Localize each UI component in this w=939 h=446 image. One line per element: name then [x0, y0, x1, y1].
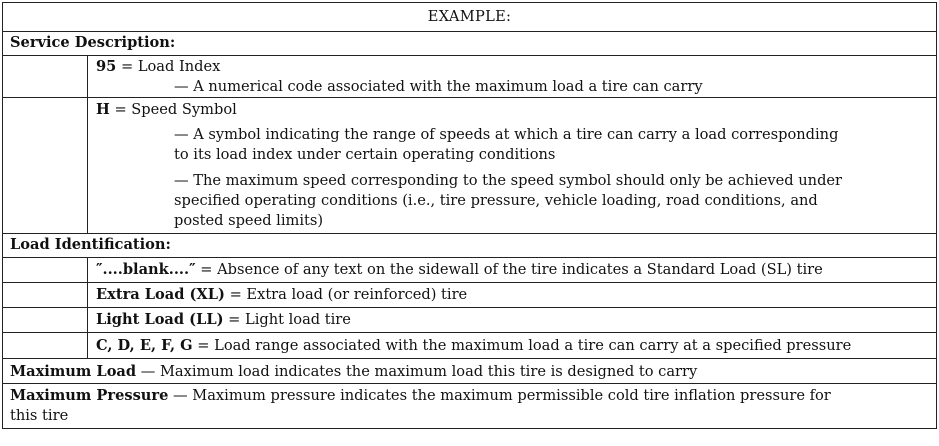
maximum-load-term: Maximum Load	[10, 363, 137, 380]
maximum-load-desc: — Maximum load indicates the maximum load this tire is designed to carry	[140, 363, 698, 380]
maximum-load-row	[2, 359, 937, 384]
extra-load-term: Extra Load (XL)	[96, 286, 225, 303]
standard-load-desc: = Absence of any text on the sidewall of the tire indicates a Standard Load (SL) tire	[200, 261, 823, 278]
standard-load-row	[2, 258, 937, 283]
load-index-term	[96, 57, 936, 77]
extra-load-desc: = Extra load (or reinforced) tire	[229, 286, 468, 303]
light-load-term: Light Load (LL)	[96, 311, 224, 328]
load-range-desc: = Load range associated with the maximum load a tire can carry at a specified pressure	[197, 337, 852, 354]
service-description-title: Service Description:	[10, 34, 176, 51]
load-index-block	[2, 56, 937, 98]
speed-symbol-desc-1: — A symbol indicating the range of speeds at which a tire can carry a load corresponding to its load index under certain operating conditions	[174, 126, 839, 163]
standard-load-term: ″....blank....″	[96, 261, 196, 278]
maximum-pressure-desc-1: — Maximum pressure indicates the maximum permissible cold tire inflation pressure for	[173, 387, 831, 404]
maximum-pressure-desc-2: this tire	[10, 407, 69, 424]
light-load-desc: = Light load tire	[228, 311, 351, 328]
load-identification-title: Load Identification:	[10, 236, 171, 253]
load-index-label: = Load Index	[120, 58, 221, 75]
tire-info-table	[2, 2, 937, 429]
speed-symbol-block	[2, 98, 937, 234]
load-identification-heading	[2, 234, 937, 258]
speed-symbol-label: = Speed Symbol	[114, 101, 237, 118]
speed-symbol-desc-2: — The maximum speed corresponding to the speed symbol should only be achieved under specified operating conditions (i.e., tire pressure, vehicle loading, road conditions, and posted speed limits)	[174, 172, 843, 229]
load-index-desc: — A numerical code associated with the maximum load a tire can carry	[174, 78, 703, 95]
maximum-pressure-term: Maximum Pressure	[10, 387, 169, 404]
service-description-heading	[2, 32, 937, 56]
table-header: EXAMPLE:	[2, 2, 937, 32]
light-load-row	[2, 308, 937, 333]
load-index-code: 95	[96, 58, 117, 75]
load-range-term: C, D, E, F, G	[96, 337, 193, 354]
maximum-pressure-row	[2, 384, 937, 429]
extra-load-row	[2, 283, 937, 308]
speed-symbol-code: H	[96, 101, 110, 118]
load-range-row	[2, 333, 937, 359]
speed-symbol-term	[96, 100, 936, 120]
